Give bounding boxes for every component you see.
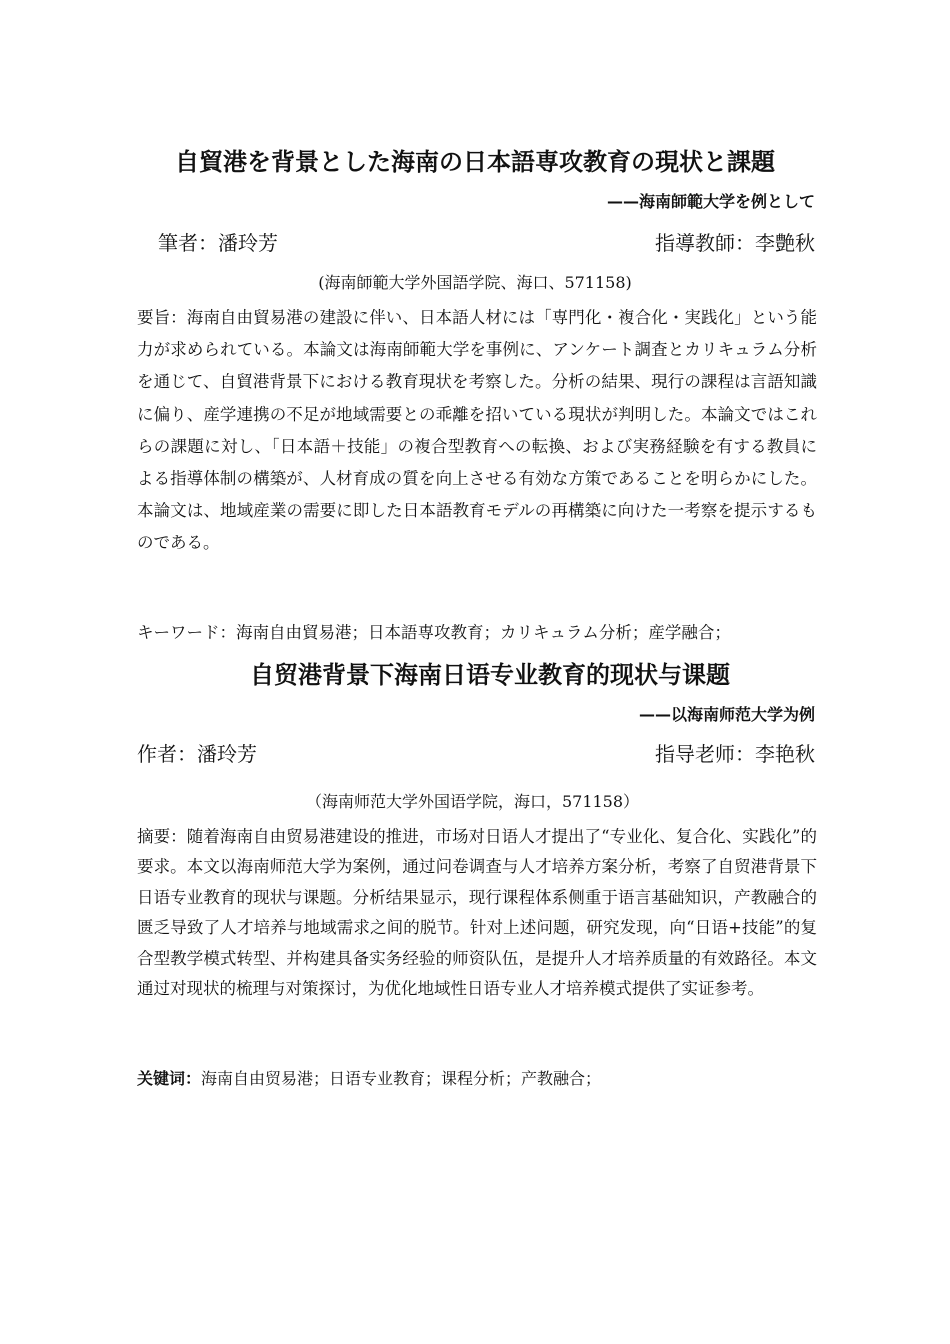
japanese-affiliation: (海南師範大学外国語学院、海口、571158) (318, 273, 632, 292)
chinese-author: 作者：潘玲芳 (137, 742, 257, 766)
chinese-keywords-label: 关键词： (137, 1069, 202, 1088)
japanese-advisor: 指導教師：李艶秋 (655, 231, 815, 255)
chinese-abstract: 摘要：随着海南自由贸易港建设的推进，市场对日语人才提出了“专业化、复合化、实践化”的要求。本文以海南师范大学为案例，通过问卷调查与人才培养方案分析，考察了自贸港背景下日语专业教育的现状与课题。分析结果显示，现行课程体系侧重于语言基础知识，产教融合的匮乏导致了人才培养与地域需求之间的脱节。针对上述问题，研究发现，向“日语+技能”的复合型教学模式转型、并构建具备实务经验的师资队伍，是提升人才培养质量的有效路径。本文通过对现状的梳理与对策探讨，为优化地域性日语专业人才培养模式提供了实证参考。 (137, 827, 817, 999)
japanese-author: 筆者：潘玲芳 (158, 231, 278, 255)
japanese-abstract: 要旨：海南自由貿易港の建設に伴い、日本語人材には「専門化・複合化・実践化」という能力が求められている。本論文は海南師範大学を事例に、アンケート調査とカリキュラム分析を通じて、自貿港背景下における教育現状を考察した。分析の結果、現行の課程は言語知識に偏り、産学連携の不足が地域需要との乖離を招いている現状が判明した。本論文ではこれらの課題に対し、「日本語＋技能」の複合型教育への転換、および実務経験を有する教員による指導体制の構築が、人材育成の質を向上させる有効な方策であることを明らかにした。本論文は、地域産業の需要に即した日本語教育モデルの再構築に向けた一考察を提示するものである。 (137, 308, 818, 553)
japanese-keywords: キーワード：海南自由貿易港；日本語専攻教育；カリキュラム分析；産学融合； (137, 623, 731, 642)
chinese-advisor: 指导老师：李艳秋 (655, 742, 815, 766)
japanese-title: 自貿港を背景とした海南の日本語専攻教育の現状と課題 (175, 148, 775, 176)
chinese-subtitle: ——以海南师范大学为例 (638, 705, 815, 724)
chinese-keywords-text: 海南自由贸易港；日语专业教育；课程分析；产教融合； (201, 1069, 602, 1088)
chinese-keywords (137, 1066, 827, 1092)
chinese-title: 自贸港背景下海南日语专业教育的现状与课题 (250, 661, 730, 689)
japanese-subtitle: ——海南師範大学を例として (606, 192, 815, 211)
chinese-affiliation: （海南师范大学外国语学院，海口，571158） (305, 792, 640, 811)
